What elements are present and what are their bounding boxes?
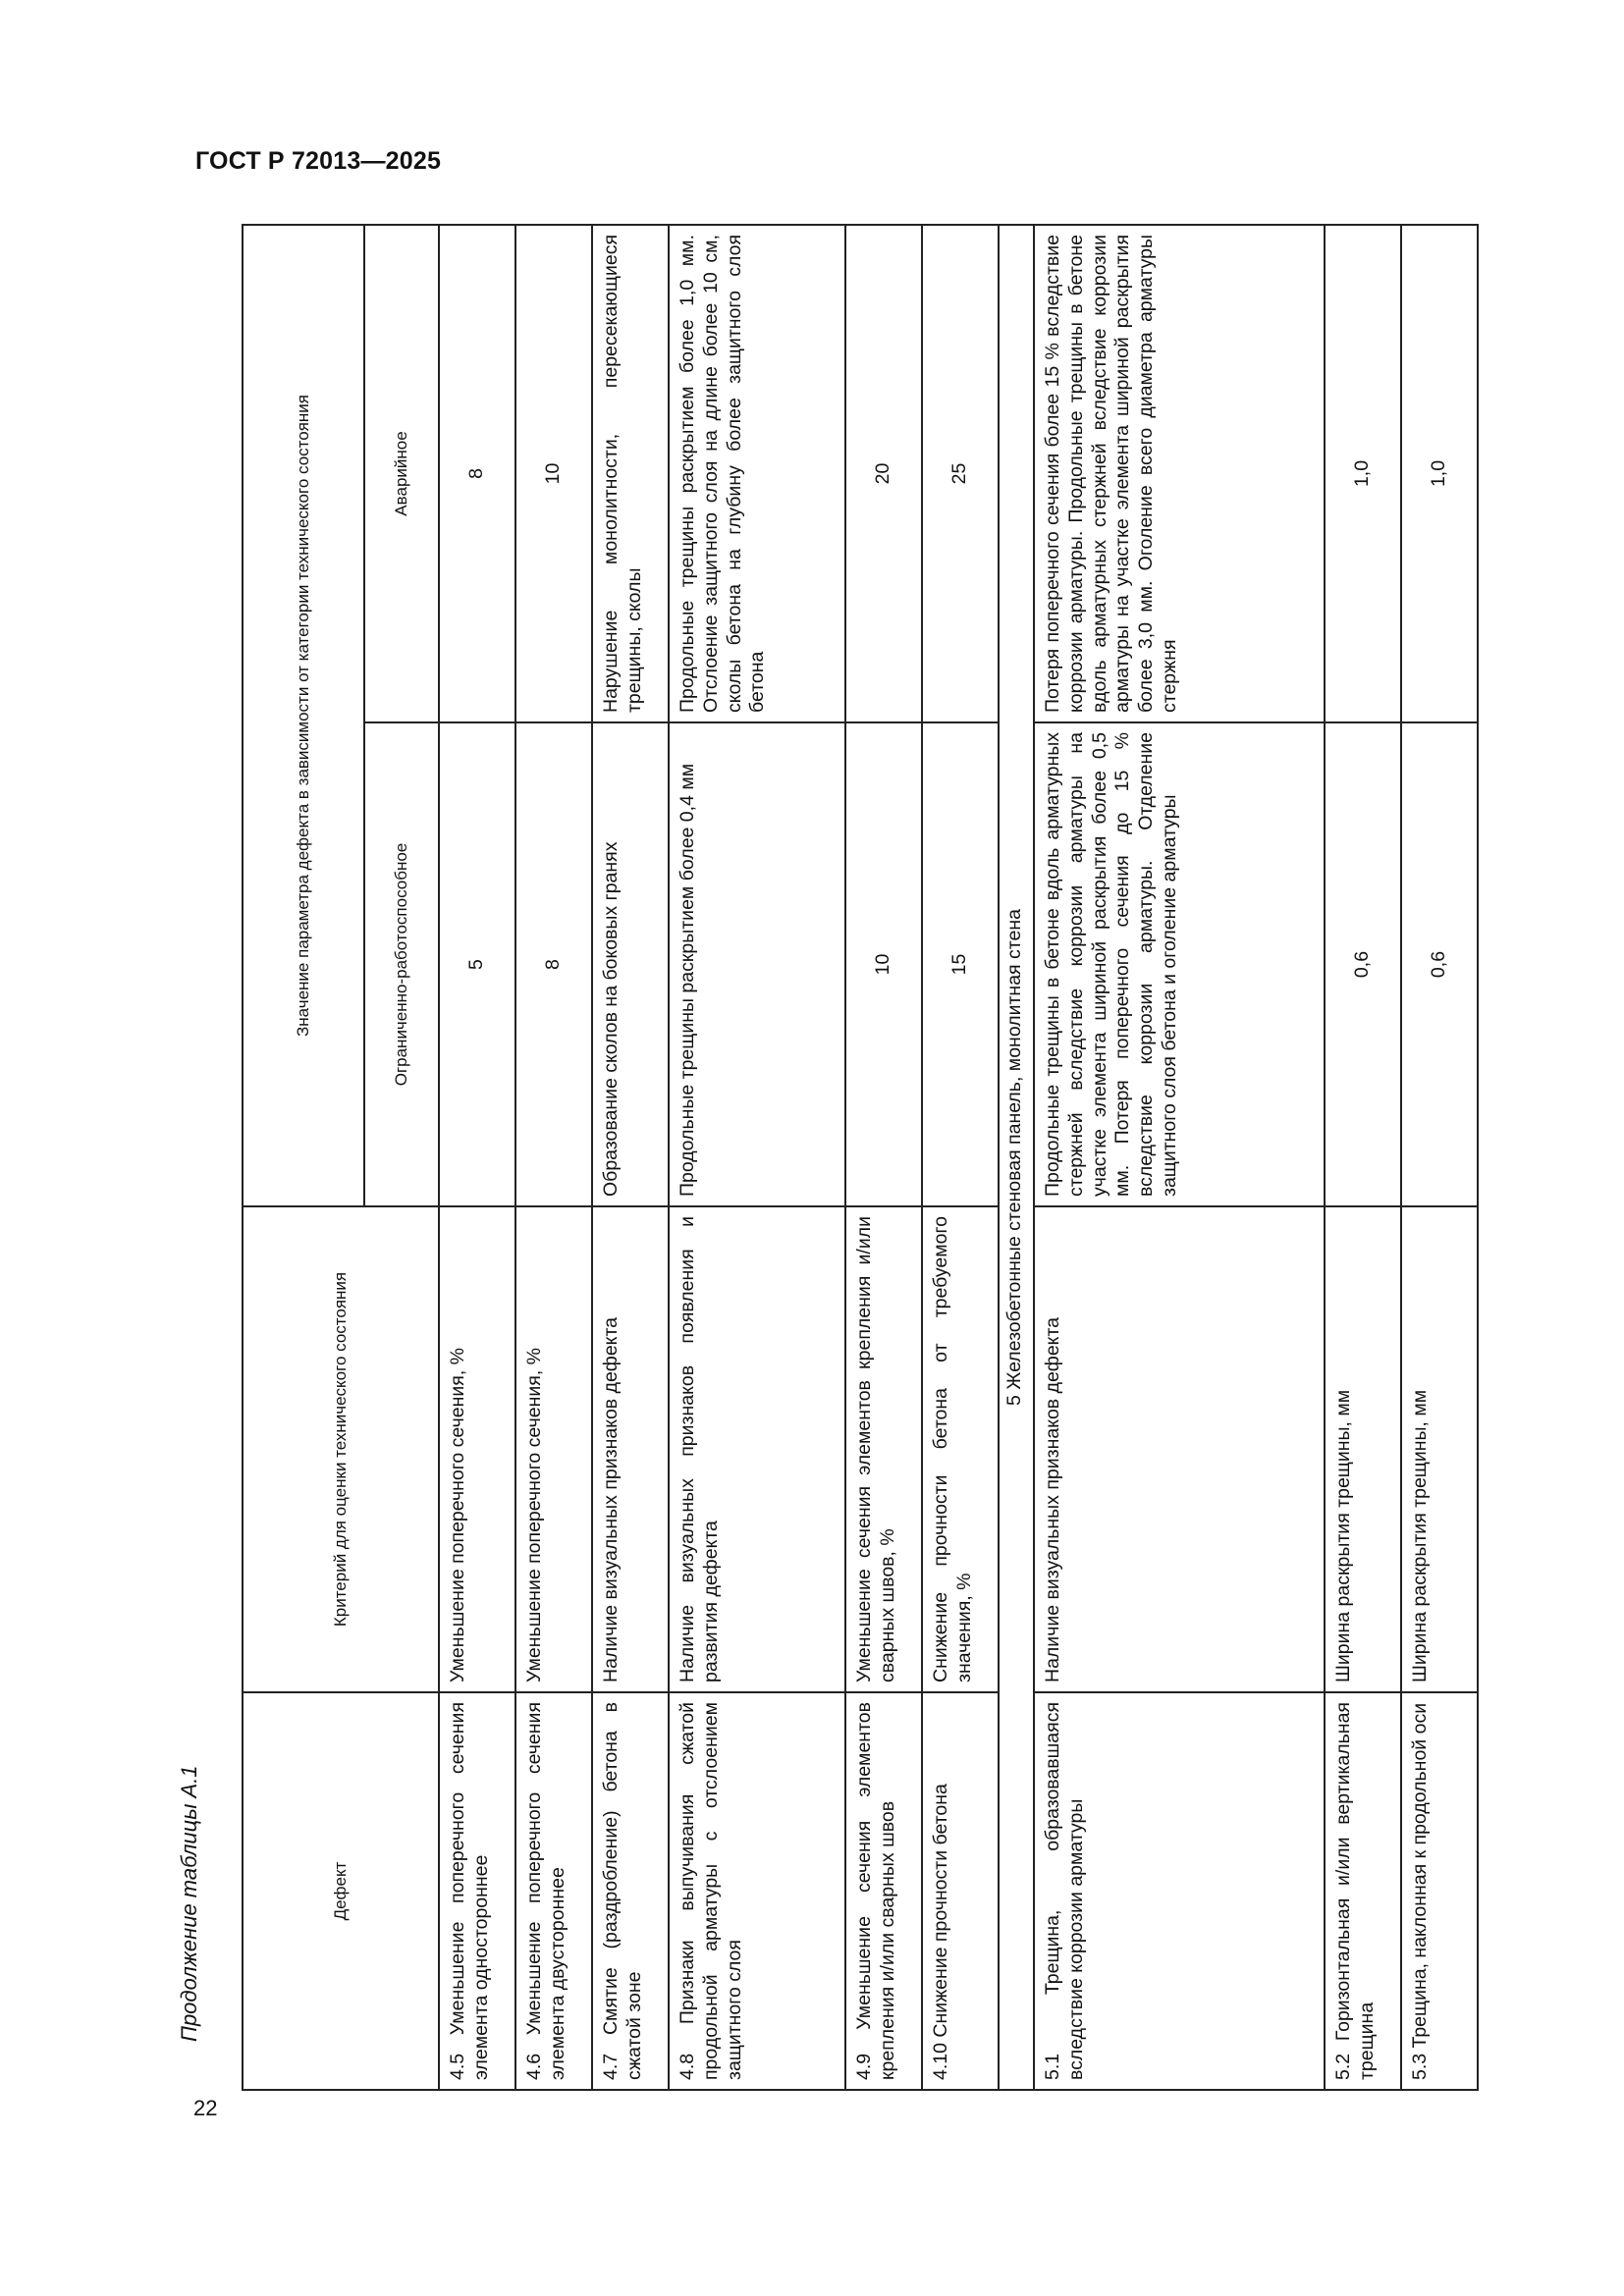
table-row <box>515 225 592 2090</box>
cell-emergency: Нарушение монолитности, пересекающиеся трещины, сколы <box>592 225 669 722</box>
table-row <box>845 225 922 2090</box>
cell-limited: 15 <box>922 722 999 1206</box>
cell-limited: 8 <box>515 722 592 1206</box>
cell-criterion: Наличие визуальных признаков дефекта <box>592 1206 669 1692</box>
cell-limited: 10 <box>845 722 922 1206</box>
cell-criterion: Наличие визуальных признаков появления и развития дефекта <box>669 1206 845 1692</box>
header-criterion: Критерий для оценки технического состояния <box>243 1206 439 1692</box>
header-values-group: Значение параметра дефекта в зависимости от категории технического состояния <box>243 225 364 1206</box>
page-number: 22 <box>193 2096 218 2120</box>
cell-defect: 5.1 Трещина, образовавшаяся вследствие коррозии арматуры <box>1034 1692 1325 2090</box>
cell-emergency: 8 <box>439 225 515 722</box>
cell-limited: 0,6 <box>1325 722 1401 1206</box>
cell-emergency: 25 <box>922 225 999 722</box>
cell-emergency: 20 <box>845 225 922 722</box>
cell-limited: Продольные трещины раскрытием более 0,4 мм <box>669 722 845 1206</box>
defects-table-grid <box>242 224 1479 2091</box>
header-emergency: Аварийное <box>364 225 439 722</box>
cell-limited: Образование сколов на боковых гранях <box>592 722 669 1206</box>
cell-defect: 4.7 Смятие (раздробление) бетона в сжатой зоне <box>592 1692 669 2090</box>
table-row <box>1325 225 1401 2090</box>
cell-emergency: 1,0 <box>1401 225 1478 722</box>
cell-defect: 4.8 Признаки выпучивания сжатой продольной арматуры с отслоением защитного слоя <box>669 1692 845 2090</box>
cell-criterion: Уменьшение поперечного сечения, % <box>515 1206 592 1692</box>
cell-emergency: 10 <box>515 225 592 722</box>
section-title: 5 Железобетонные стеновая панель, монолитная стена <box>999 225 1034 2090</box>
cell-criterion: Уменьшение сечения элементов крепления и/или сварных швов, % <box>845 1206 922 1692</box>
table-row <box>1401 225 1478 2090</box>
table-row <box>669 225 845 2090</box>
continuation-label: Продолжение таблицы А.1 <box>177 1765 201 2042</box>
cell-limited: Продольные трещины в бетоне вдоль арматурных стержней вследствие коррозии арматуры на участке элемента шириной раскрытия более 0,5 мм. Потеря поперечного сечения до 15 % вследствие коррозии арматуры. Отделение защитного слоя бетона и оголение арматуры <box>1034 722 1325 1206</box>
table-row <box>592 225 669 2090</box>
cell-defect: 4.10 Снижение прочности бетона <box>922 1692 999 2090</box>
cell-criterion: Снижение прочности бетона от требуемого значения, % <box>922 1206 999 1692</box>
cell-criterion: Наличие визуальных признаков дефекта <box>1034 1206 1325 1692</box>
table-row <box>922 225 999 2090</box>
cell-defect: 4.9 Уменьшение сечения элементов крепления и/или сварных швов <box>845 1692 922 2090</box>
cell-defect: 4.6 Уменьшение поперечного сечения элемента двустороннее <box>515 1692 592 2090</box>
cell-defect: 5.2 Горизонтальная и/или вертикальная трещина <box>1325 1692 1401 2090</box>
table-row <box>1034 225 1325 2090</box>
table-row <box>439 225 515 2090</box>
cell-emergency: Потеря поперечного сечения более 15 % вследствие коррозии арматуры. Продольные трещины в бетоне вдоль арматурных стержней вследствие коррозии арматуры на участке элемента шириной раскрытия более 3,0 мм. Оголение всего диаметра арматуры стержня <box>1034 225 1325 722</box>
rotated-table-body <box>242 226 1450 2091</box>
header-defect: Дефект <box>243 1692 439 2090</box>
header-spacer-row <box>243 225 364 2090</box>
section-row <box>999 225 1034 2090</box>
header-limited: Ограниченно-работоспособное <box>364 722 439 1206</box>
document-code: ГОСТ Р 72013—2025 <box>195 147 442 175</box>
cell-emergency: 1,0 <box>1325 225 1401 722</box>
cell-limited: 5 <box>439 722 515 1206</box>
cell-criterion: Ширина раскрытия трещины, мм <box>1401 1206 1478 1692</box>
cell-emergency: Продольные трещины раскрытием более 1,0 мм. Отслоение защитного слоя на длине более 10 см, сколы бетона на глубину более защитного слоя бетона <box>669 225 845 722</box>
cell-criterion: Уменьшение поперечного сечения, % <box>439 1206 515 1692</box>
cell-criterion: Ширина раскрытия трещины, мм <box>1325 1206 1401 1692</box>
cell-defect: 5.3 Трещина, наклонная к продольной оси <box>1401 1692 1478 2090</box>
cell-defect: 4.5 Уменьшение поперечного сечения элемента одностороннее <box>439 1692 515 2090</box>
cell-limited: 0,6 <box>1401 722 1478 1206</box>
